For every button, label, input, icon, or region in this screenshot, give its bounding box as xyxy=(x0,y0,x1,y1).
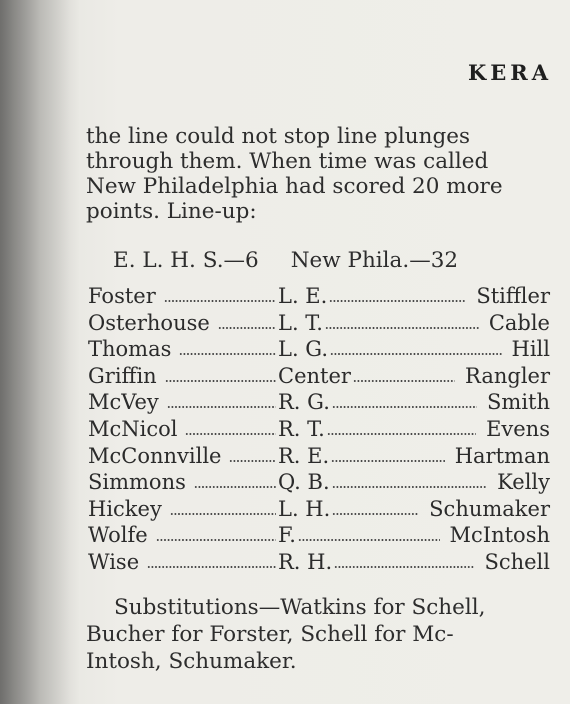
leader-dots xyxy=(332,486,487,488)
position: F. xyxy=(278,523,296,548)
score-line xyxy=(113,248,458,273)
left-player: Wise xyxy=(88,549,140,574)
intro-line: through them. When time was called xyxy=(86,149,489,174)
right-player: Evens xyxy=(486,416,550,441)
position: L. T. xyxy=(278,310,323,335)
right-player: Cable xyxy=(488,310,550,335)
right-player: Hartman xyxy=(454,443,550,468)
right-player: Hill xyxy=(511,337,550,362)
left-player: Osterhouse xyxy=(88,310,210,335)
position: L. H. xyxy=(278,496,331,521)
lineup-row xyxy=(88,284,550,311)
right-player: Schumaker xyxy=(429,496,550,521)
intro-line: the line could not stop line plunges xyxy=(86,124,470,149)
lineup-row xyxy=(88,337,550,364)
leader-dots xyxy=(218,327,276,329)
left-player: McConnville xyxy=(88,443,222,468)
lineup-row xyxy=(88,550,550,577)
leader-dots xyxy=(194,486,276,488)
right-player: Schell xyxy=(484,549,550,574)
position: R. G. xyxy=(278,390,330,415)
leader-dots xyxy=(229,460,276,462)
substitutions-line: Bucher for Forster, Schell for Mc- xyxy=(86,622,454,647)
right-player: Stiffler xyxy=(476,284,550,308)
intro-paragraph xyxy=(86,124,556,224)
position: L. G. xyxy=(278,337,328,362)
left-player: Simmons xyxy=(88,470,186,495)
lineup-row xyxy=(88,364,550,391)
intro-line: points. Line-up: xyxy=(86,199,257,224)
leader-dots xyxy=(332,406,477,408)
left-player: Thomas xyxy=(88,337,172,362)
right-player: Rangler xyxy=(465,363,550,388)
leader-dots xyxy=(334,566,474,568)
position: R. H. xyxy=(278,549,333,574)
running-head: KERA xyxy=(468,60,553,85)
leader-dots xyxy=(353,380,455,382)
lineup-row xyxy=(88,444,550,471)
lineup-row xyxy=(88,470,550,497)
lineup-row xyxy=(88,497,550,524)
right-player: Kelly xyxy=(497,470,550,495)
position: Q. B. xyxy=(278,470,330,495)
left-player: Wolfe xyxy=(88,523,148,548)
lineup-row xyxy=(88,523,550,550)
leader-dots xyxy=(164,300,276,302)
leader-dots xyxy=(332,513,419,515)
lineup-row xyxy=(88,390,550,417)
substitutions-paragraph xyxy=(86,594,556,675)
substitutions-line: Intosh, Schumaker. xyxy=(86,649,297,674)
leader-dots xyxy=(330,353,502,355)
leader-dots xyxy=(156,539,276,541)
lineup-row xyxy=(88,311,550,338)
intro-line: New Philadelphia had scored 20 more xyxy=(86,174,503,199)
leader-dots xyxy=(165,380,276,382)
gutter-shadow xyxy=(0,0,80,704)
left-player: Hickey xyxy=(88,496,162,521)
lineup-row xyxy=(88,417,550,444)
score-left: E. L. H. S.—6 xyxy=(113,248,259,273)
leader-dots xyxy=(298,539,440,541)
position: R. T. xyxy=(278,416,325,441)
leader-dots xyxy=(170,513,276,515)
position: L. E. xyxy=(278,284,328,308)
left-player: McVey xyxy=(88,390,159,415)
leader-dots xyxy=(329,300,466,302)
right-player: Smith xyxy=(487,390,550,415)
leader-dots xyxy=(327,433,476,435)
leader-dots xyxy=(185,433,276,435)
leader-dots xyxy=(167,406,276,408)
leader-dots xyxy=(147,566,276,568)
left-player: McNicol xyxy=(88,416,178,441)
leader-dots xyxy=(325,327,479,329)
left-player: Griffin xyxy=(88,363,157,388)
left-player: Foster xyxy=(88,284,156,308)
substitutions-line: Substitutions—Watkins for Schell, xyxy=(114,595,486,620)
leader-dots xyxy=(179,353,276,355)
position: Center xyxy=(278,363,351,388)
leader-dots xyxy=(331,460,445,462)
position: R. E. xyxy=(278,443,330,468)
right-player: McIntosh xyxy=(449,523,550,548)
score-right: New Phila.—32 xyxy=(290,248,459,273)
lineup-table xyxy=(88,284,550,577)
